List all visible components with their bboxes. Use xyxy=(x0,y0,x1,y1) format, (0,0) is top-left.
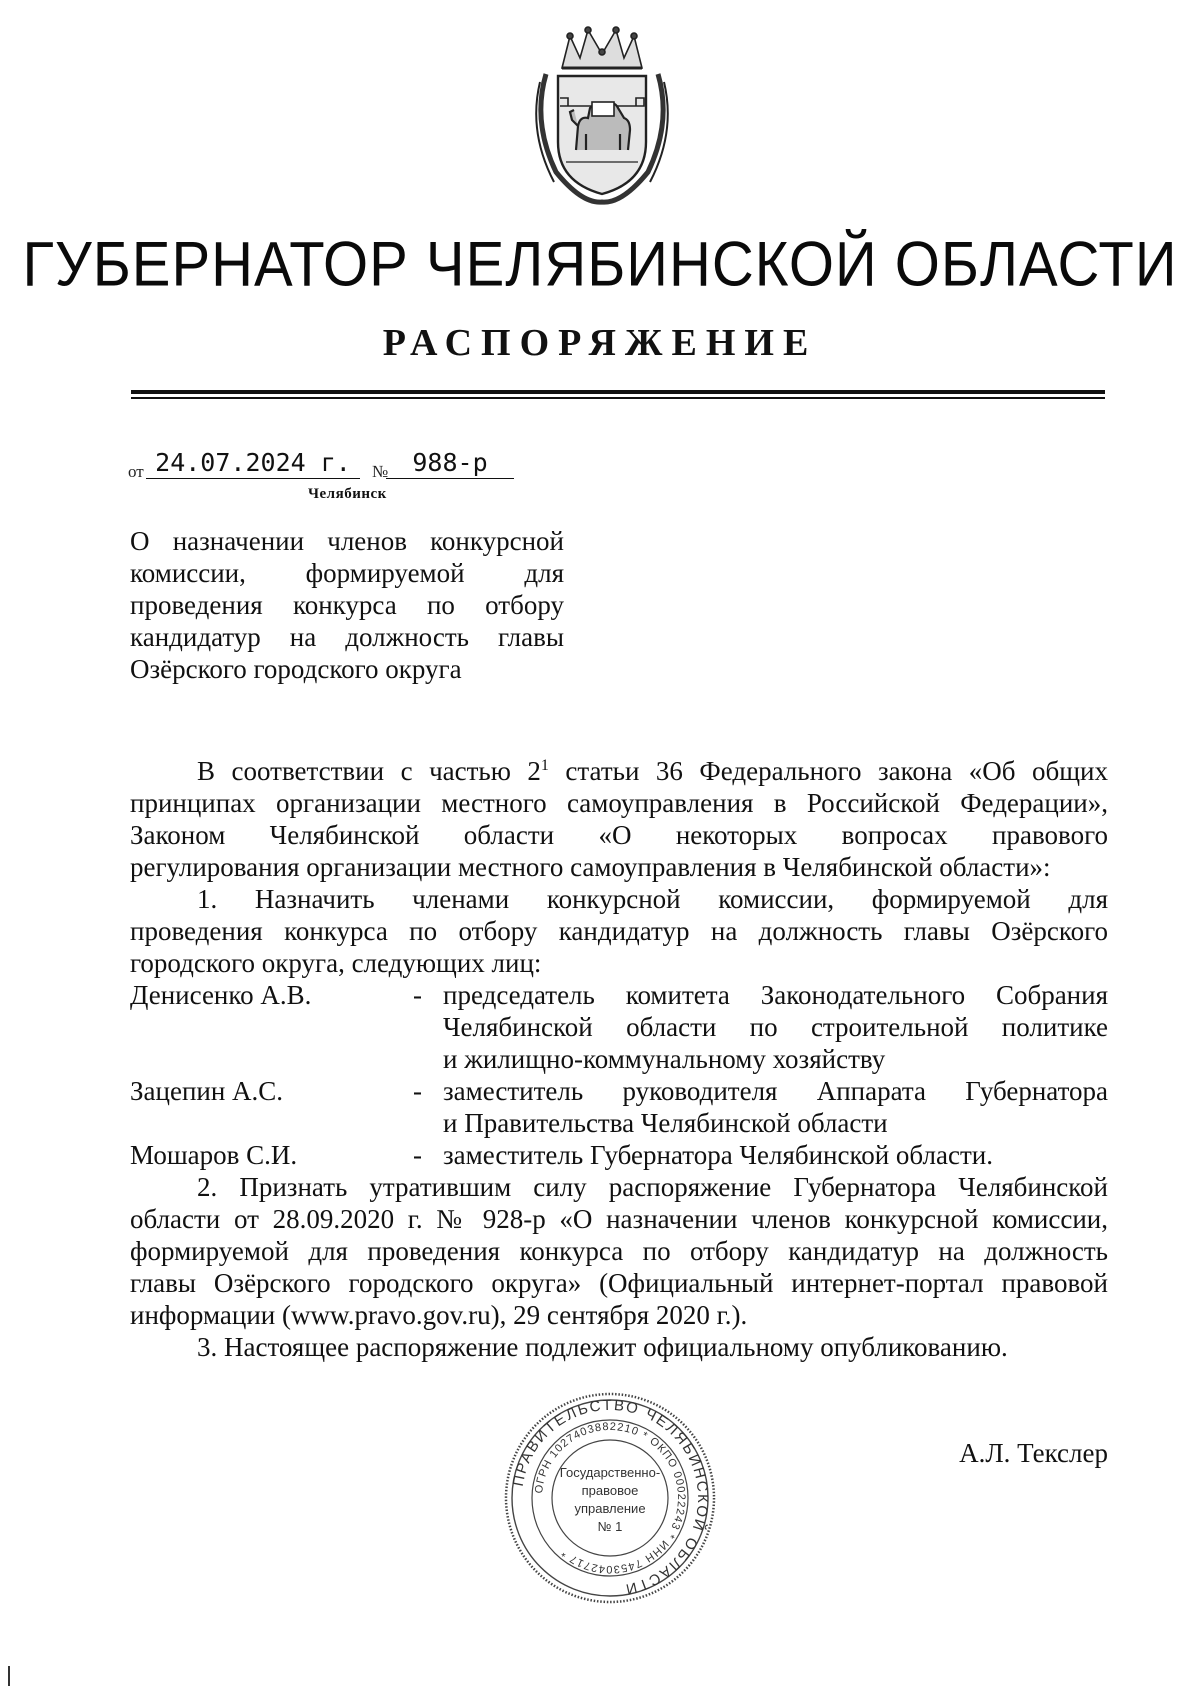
stamp-codes-ring-text: ОГРН 1027403882210 * ОКПО 00022243 * ИНН 7453042717 * xyxy=(533,1420,688,1576)
signatory-name: А.Л. Текслер xyxy=(959,1438,1108,1468)
document-date: 24.07.2024 г. xyxy=(146,448,360,479)
preamble-paragraph xyxy=(130,755,1108,883)
member-entry xyxy=(130,1139,1108,1171)
item-3-paragraph xyxy=(130,1331,1108,1363)
preamble-line: Законом Челябинской области «О некоторых вопросах правового xyxy=(130,820,1108,850)
superscript: 1 xyxy=(540,757,549,774)
item-1-line: 1. Назначить членами конкурсной комиссии, формируемой для xyxy=(197,884,1108,914)
issuer-title: ГУБЕРНАТОР ЧЕЛЯБИНСКОЙ ОБЛАСТИ xyxy=(22,229,1178,300)
stamp-outer-ring-text: ПРАВИТЕЛЬСТВО ЧЕЛЯБИНСКОЙ ОБЛАСТИ xyxy=(509,1396,712,1598)
member-name: Мошаров С.И. xyxy=(130,1140,298,1170)
margin-mark xyxy=(8,1666,10,1686)
preamble-line: принципах организации местного самоуправления в Российской Федерации», xyxy=(130,788,1108,818)
item-1-paragraph xyxy=(130,883,1108,979)
header-divider-thin xyxy=(131,397,1105,399)
header-divider-thick xyxy=(131,390,1105,394)
preamble-line: регулирования организации местного самоуправления в Челябинской области»: xyxy=(130,852,1051,882)
document-type-title: РАСПОРЯЖЕНИЕ xyxy=(382,322,818,364)
member-name: Денисенко А.В. xyxy=(130,980,312,1010)
item-2-line: информации (www.pravo.gov.ru), 29 сентября 2020 г.). xyxy=(130,1300,748,1330)
member-role: председатель комитета Законодательного Собрания Челябинской области по строительной политике и жилищно-коммунальному хозяйству xyxy=(443,980,1108,1074)
member-role: заместитель руководителя Аппарата Губернатора и Правительства Челябинской области xyxy=(443,1076,1108,1138)
date-prefix-label: от xyxy=(128,462,144,481)
subject-line: проведения конкурса по отбору xyxy=(130,590,564,620)
stamp-center-text: Государственно- правовое управление № 1 xyxy=(559,1465,661,1534)
member-dash: - xyxy=(413,1076,422,1106)
subject-line: Озёрского городского округа xyxy=(130,654,462,684)
official-seal-stamp xyxy=(500,1388,720,1608)
document-body xyxy=(130,755,1108,1363)
member-dash: - xyxy=(413,1140,422,1170)
coat-of-arms-emblem xyxy=(526,22,678,206)
item-3-line: 3. Настоящее распоряжение подлежит официальному опубликованию. xyxy=(197,1332,1008,1362)
member-name: Зацепин А.С. xyxy=(130,1076,284,1106)
item-1-line: проведения конкурса по отбору кандидатур на должность главы Озёрского xyxy=(130,916,1108,946)
document-number: 988-р xyxy=(386,448,514,479)
item-2-line: формируемой для проведения конкурса по отбору кандидатур на должность xyxy=(130,1236,1108,1266)
subject-line: О назначении членов конкурсной xyxy=(130,526,564,556)
member-entry xyxy=(130,1075,1108,1139)
subject-line: комиссии, формируемой для xyxy=(130,558,564,588)
member-dash: - xyxy=(413,980,422,1010)
item-2-line: главы Озёрского городского округа» (Официальный интернет-портал правовой xyxy=(130,1268,1108,1298)
city-label: Челябинск xyxy=(308,486,387,502)
document-subject xyxy=(130,525,564,685)
member-role: заместитель Губернатора Челябинской области. xyxy=(443,1140,993,1170)
preamble-line-1: В соответствии с частью $2^1$ статьи 36 Федерального закона «Об общих xyxy=(197,756,1109,786)
item-2-line: области от 28.09.2020 г. № 928-р «О назначении членов конкурсной комиссии, xyxy=(130,1204,1108,1234)
member-entry xyxy=(130,979,1108,1075)
subject-line: кандидатур на должность главы xyxy=(130,622,564,652)
item-1-line: городского округа, следующих лиц: xyxy=(130,948,542,978)
number-prefix-label: № xyxy=(372,462,389,481)
item-2-line: 2. Признать утратившим силу распоряжение Губернатора Челябинской xyxy=(197,1172,1108,1202)
item-2-paragraph xyxy=(130,1171,1108,1331)
